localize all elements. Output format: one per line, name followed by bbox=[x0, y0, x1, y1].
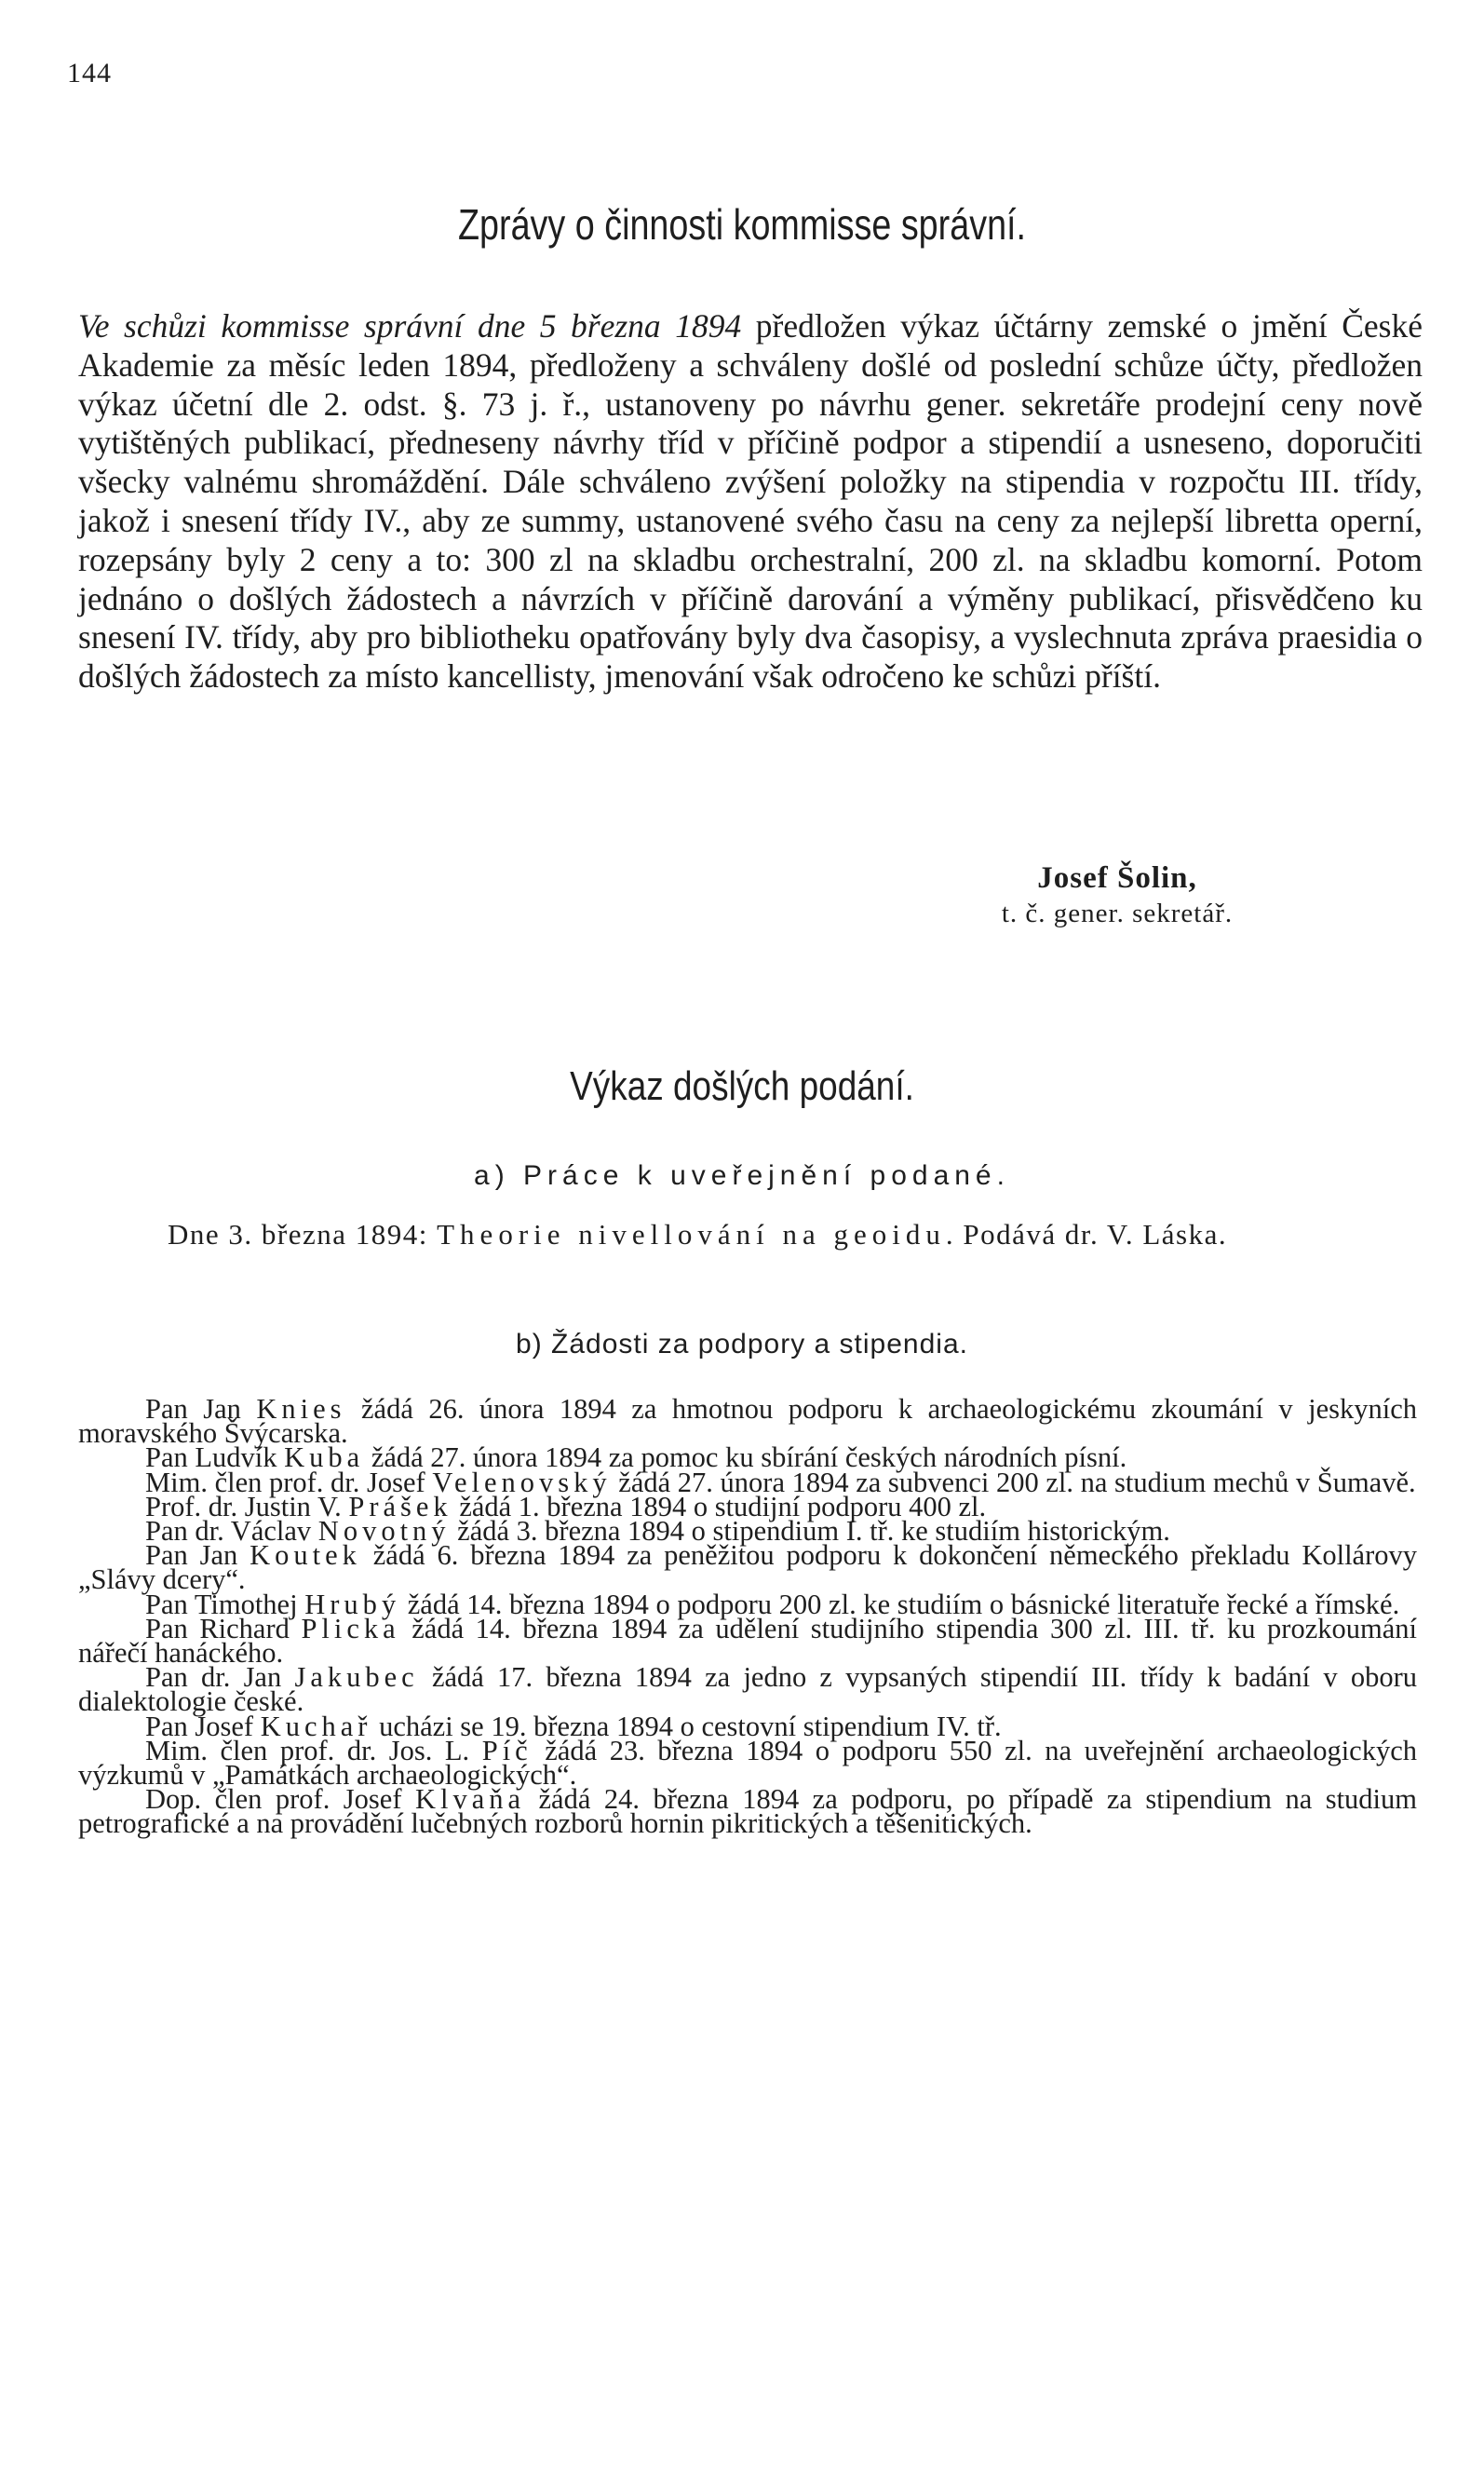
request-item: Pan Timothej Hrubý žádá 14. března 1894 o podporu 200 zl. ke studiím o básnické literatuře řecké a římské. bbox=[145, 1588, 1400, 1620]
request-item: Pan Josef Kuchař ucházi se 19. března 1894 o cestovní stipendium IV. tř. bbox=[145, 1710, 1002, 1742]
request-item: Mim. člen prof. dr. Jos. L. Píč žádá 23. března 1894 o podporu 550 zl. na uveřejnění archaeologických výzkumů v „Památkách archaeologických“. bbox=[78, 1734, 1417, 1792]
section-title-commission: Zprávy o činnosti kommisse správní. bbox=[457, 200, 1027, 249]
request-item: Pan dr. Jan Jakubec žádá 17. března 1894 za jedno z vypsaných stipendií III. třídy k badání v oboru dialektologie české. bbox=[78, 1661, 1417, 1718]
request-item: Pan Ludvík Kuba žádá 27. února 1894 za pomoc ku sbírání českých národních písní. bbox=[145, 1441, 1127, 1474]
requests-list bbox=[78, 1393, 1417, 1840]
meeting-date: Ve schůzi kommisse správní dne 5 března 1894 bbox=[78, 307, 742, 345]
submission-date: Dne 3. března 1894: bbox=[168, 1218, 438, 1251]
signature-block bbox=[959, 859, 1275, 929]
submission-work-title: Theorie nivellování na geoidu bbox=[437, 1218, 946, 1251]
report-text: předložen výkaz účtárny zemské o jmění České Akademie za měsíc leden 1894, předloženy a schváleny došlé od poslední schůze účty, předložen výkaz účetní dle 2. odst. §. 73 j. ř., ustanoveny po návrhu gener. sekretáře prodejní ceny nově vytištěných publikací, předneseny návrhy tříd v příčině podpor a stipendií a usneseno, doporučiti všecky valnému shromáždění. Dále schváleno zvýšení položky na stipendia v rozpočtu III. třídy, jakož i snesení třídy IV., aby ze summy, ustanovené svého času na ceny za nejlepší libretta operní, rozepsány byly 2 ceny a to: 300 zl na skladbu orchestralní, 200 zl. na skladbu komorní. Potom jednáno o došlých žádostech a návrzích v příčině darování a výměny publikací, přisvědčeno ku snesení IV. třídy, aby pro bibliotheku opatřovány byly dva časopisy, a vyslechnuta zpráva praesidia o došlých žádostech za místo kancellisty, jmenování však odročeno ke schůzi příští. bbox=[78, 307, 1423, 696]
request-item: Prof. dr. Justin V. Prášek žádá 1. března 1894 o studijní podporu 400 zl. bbox=[145, 1490, 987, 1522]
request-item: Pan Jan Koutek žádá 6. března 1894 za peněžitou podporu k dokončení německého překladu Kollárovy „Slávy dcery“. bbox=[78, 1539, 1417, 1596]
request-item: Pan Jan Knies žádá 26. února 1894 za hmotnou podporu k archaeologickému zkoumání v jeskyních moravského Švýcarska. bbox=[78, 1393, 1417, 1450]
request-item: Pan Richard Plicka žádá 14. března 1894 za udělení studijního stipendia 300 zl. III. tř. ku prozkoumání nářečí hanáckého. bbox=[78, 1612, 1417, 1670]
commission-report-paragraph bbox=[78, 307, 1423, 697]
request-item: Dop. člen prof. Josef Klvaňa žádá 24. března 1894 za podporu, po případě za stipendium na studium petrografické a na provádění lučebných rozborů hornin pikritických a těšenitických. bbox=[78, 1783, 1417, 1840]
subheading-works-submitted: a) Práce k uveřejnění podané. bbox=[474, 1160, 1010, 1191]
work-submission-entry bbox=[168, 1218, 1415, 1251]
signatory-title: t. č. gener. sekretář. bbox=[1001, 899, 1234, 928]
submission-author: . Podává dr. V. Láska. bbox=[945, 1218, 1228, 1251]
request-item: Pan dr. Václav Novotný žádá 3. března 1894 o stipendium I. tř. ke studiím historickým. bbox=[145, 1515, 1170, 1548]
signatory-name: Josef Šolin, bbox=[1037, 861, 1197, 895]
subheading-requests: b) Žádosti za podpory a stipendia. bbox=[516, 1329, 968, 1359]
page-number: 144 bbox=[67, 58, 112, 88]
section-title-submissions: Výkaz došlých podání. bbox=[570, 1063, 914, 1109]
request-item: Mim. člen prof. dr. Josef Velenovský žádá 27. února 1894 za subvenci 200 zl. na studium mechů v Šumavě. bbox=[145, 1466, 1416, 1498]
